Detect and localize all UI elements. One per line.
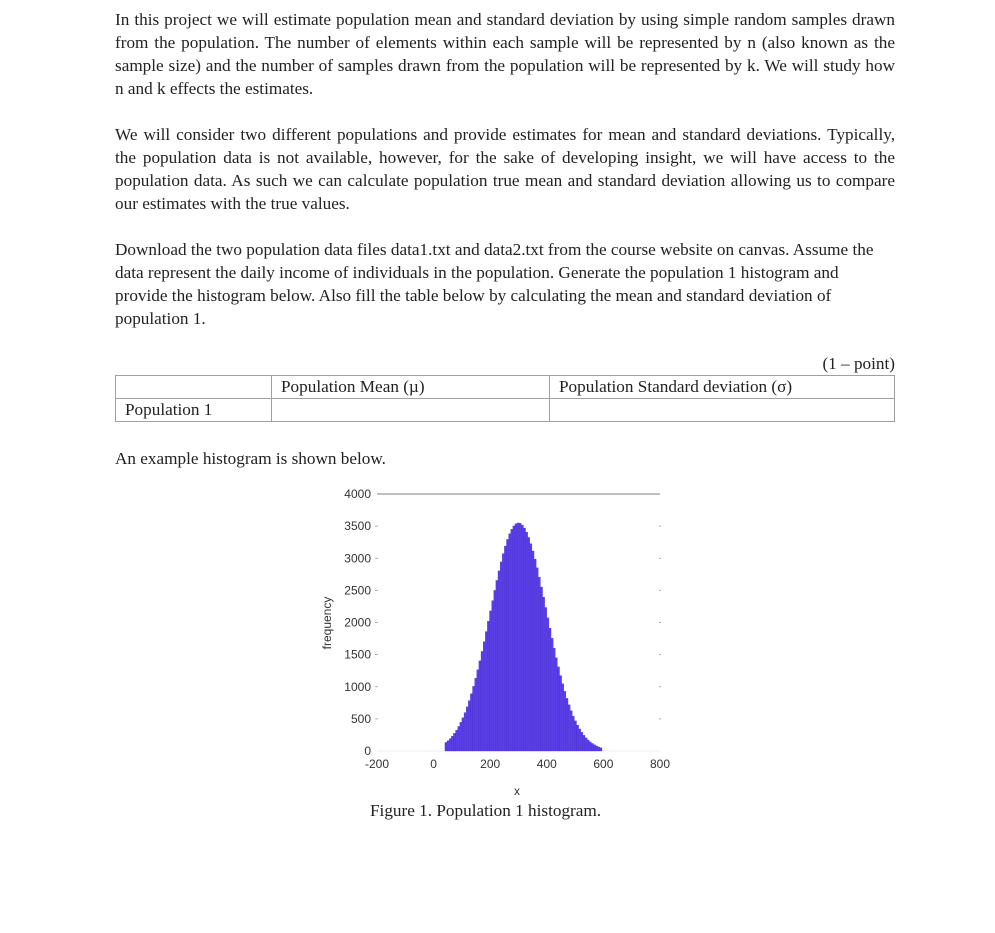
histogram-bar <box>585 738 587 751</box>
histogram-bar <box>523 528 525 751</box>
histogram-bar <box>451 736 453 751</box>
histogram-bar <box>475 678 477 751</box>
y-tick-label: 1000 <box>344 679 371 694</box>
y-tick-label: 2000 <box>344 615 371 630</box>
histogram-bar <box>492 601 494 751</box>
histogram-bar <box>549 628 551 751</box>
histogram-bar <box>479 661 481 751</box>
histogram-bar <box>528 537 530 751</box>
histogram-bar <box>500 562 502 751</box>
histogram-bar <box>473 686 475 751</box>
histogram-bar <box>560 676 562 751</box>
histogram-bar <box>462 718 464 751</box>
table-header-mean: Population Mean (µ) <box>272 376 550 399</box>
histogram-bar <box>513 526 515 751</box>
figure-caption: Figure 1. Population 1 histogram. <box>370 801 602 820</box>
histogram-bar <box>511 529 513 751</box>
histogram-bar <box>509 534 511 751</box>
histogram-bar <box>593 745 595 751</box>
histogram-bar <box>587 740 589 751</box>
y-axis-label: frequency <box>320 596 334 650</box>
histogram-bar <box>504 546 506 751</box>
y-tick-label: 3500 <box>344 519 371 534</box>
histogram-bar <box>591 743 593 751</box>
histogram-bar <box>532 551 534 751</box>
histogram-bar <box>515 524 517 751</box>
histogram-bar <box>521 525 523 751</box>
histogram-bar <box>517 523 519 751</box>
histogram-bar <box>460 722 462 751</box>
histogram-bar <box>449 739 451 751</box>
histogram-bar <box>598 747 600 751</box>
histogram-bar <box>464 713 466 751</box>
histogram-bar <box>538 577 540 751</box>
histogram-bar <box>526 532 528 751</box>
histogram-chart <box>300 480 680 800</box>
histogram-bar <box>519 523 521 751</box>
histogram-bar <box>485 632 487 751</box>
histogram-bar <box>564 691 566 751</box>
histogram-bar <box>445 742 447 751</box>
histogram-bar <box>543 597 545 751</box>
histogram-bar <box>506 539 508 751</box>
histogram-bar <box>581 732 583 751</box>
histogram-bar <box>545 607 547 751</box>
histogram-bar <box>496 580 498 751</box>
histogram-bars <box>445 523 602 751</box>
x-tick-label: 0 <box>430 757 437 771</box>
histogram-bar <box>589 742 591 751</box>
histogram-bar <box>600 748 602 751</box>
histogram-bar <box>502 554 504 751</box>
histogram-bar <box>534 559 536 751</box>
histogram-bar <box>555 658 557 751</box>
histogram-bar <box>540 587 542 751</box>
histogram-bar <box>498 571 500 751</box>
histogram-bar <box>530 544 532 751</box>
y-tick-label: 3000 <box>344 551 371 566</box>
histogram-bar <box>483 642 485 751</box>
x-tick-label: 400 <box>536 757 557 771</box>
histogram-bar <box>566 698 568 751</box>
mean-input-cell[interactable] <box>272 399 550 422</box>
histogram-bar <box>466 707 468 751</box>
table-header-std: Population Standard deviation (σ) <box>550 376 895 399</box>
y-tick-label: 1500 <box>344 647 371 662</box>
histogram-bar <box>579 729 581 751</box>
histogram-bar <box>489 611 491 751</box>
paragraph-populations: We will consider two different populations and provide estimates for mean and standard deviations. Typically, the population data is not available, however, for the sake of developing insight, we will have access to the population data. As such we can calculate population true mean and standard deviation allowing us to compare our estimates with the true values. <box>115 125 895 213</box>
histogram-bar <box>494 590 496 751</box>
histogram-bar <box>596 746 598 751</box>
y-tick-label: 4000 <box>344 487 371 501</box>
histogram-bar <box>547 618 549 751</box>
table-row <box>116 399 895 422</box>
x-axis-label: x <box>514 784 520 798</box>
x-tick-label: 200 <box>480 757 501 771</box>
histogram-bar <box>551 638 553 751</box>
x-tick-label: -200 <box>364 757 390 771</box>
paragraph-intro: In this project we will estimate population mean and standard deviation by using simple random samples drawn from the population. The number of elements within each sample will be represented by n (also known as the sample size) and the number of samples drawn from the population will be represented by k. We will study how n and k effects the estimates. <box>115 10 895 98</box>
histogram-bar <box>568 705 570 751</box>
x-tick-label: 600 <box>593 757 614 771</box>
histogram-bar <box>468 701 470 751</box>
y-tick-label: 2500 <box>344 583 371 598</box>
points-label: (1 – point) <box>822 354 895 373</box>
histogram-bar <box>574 721 576 751</box>
histogram-bar <box>456 730 458 751</box>
histogram-bar <box>481 651 483 751</box>
table-row-label: Population 1 <box>116 399 272 422</box>
table-header-empty <box>116 376 272 399</box>
histogram-bar <box>557 667 559 751</box>
example-histogram-text: An example histogram is shown below. <box>115 449 386 468</box>
histogram-bar <box>553 648 555 751</box>
y-tick-label: 0 <box>364 744 371 758</box>
x-tick-label: 800 <box>649 757 671 771</box>
histogram-bar <box>583 735 585 751</box>
histogram-bar <box>570 711 572 751</box>
histogram-bar <box>487 621 489 751</box>
histogram-bar <box>458 727 460 751</box>
table-header-row <box>116 376 895 399</box>
std-input-cell[interactable] <box>550 399 895 422</box>
histogram-bar <box>477 670 479 751</box>
histogram-bar <box>577 725 579 751</box>
y-tick-label: 500 <box>350 711 371 726</box>
paragraph-download-instructions: Download the two population data files data1.txt and data2.txt from the course website on canvas. Assume the data represent the daily income of individuals in the population. Generate the population 1 histogram and provide the histogram below. Also fill the table below by calculating the mean and standard deviation of population 1. <box>115 240 874 328</box>
histogram-bar <box>536 568 538 751</box>
histogram-bar <box>562 684 564 751</box>
histogram-bar <box>470 694 472 751</box>
histogram-bar <box>453 733 455 751</box>
histogram-bar <box>572 716 574 751</box>
population-table <box>115 375 895 422</box>
histogram-bar <box>447 741 449 751</box>
